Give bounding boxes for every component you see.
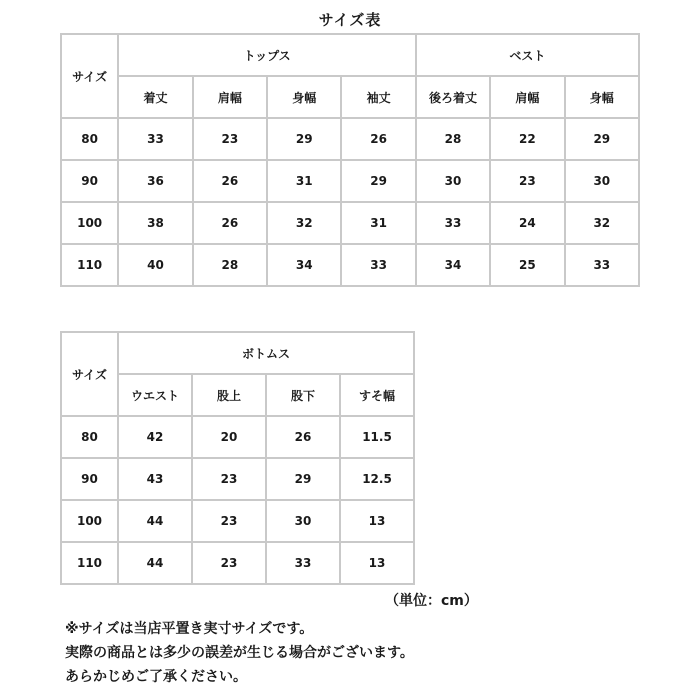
table-cell: 24 <box>490 202 564 244</box>
column-header: 股下 <box>266 374 340 416</box>
column-header: 肩幅 <box>193 76 267 118</box>
table-cell: 33 <box>341 244 415 286</box>
table-cell: 33 <box>118 118 192 160</box>
table-cell: 25 <box>490 244 564 286</box>
table-cell: 29 <box>341 160 415 202</box>
size-cell: 90 <box>61 458 118 500</box>
note-line: あらかじめご了承ください。 <box>65 669 247 685</box>
table-cell: 23 <box>192 542 266 584</box>
column-header: 着丈 <box>118 76 192 118</box>
table-group-header-row <box>61 34 639 76</box>
table-row <box>61 458 414 500</box>
table-row <box>61 542 414 584</box>
group-header-bottoms: ボトムス <box>118 332 414 374</box>
note-line: ※サイズは当店平置き実寸サイズです。 <box>65 621 314 637</box>
tops-vest-size-table <box>60 33 640 287</box>
table-group-header-row <box>61 332 414 374</box>
column-header: ウエスト <box>118 374 192 416</box>
size-cell: 110 <box>61 244 118 286</box>
column-header: 肩幅 <box>490 76 564 118</box>
table-cell: 44 <box>118 542 192 584</box>
table-cell: 22 <box>490 118 564 160</box>
table-column-header-row <box>61 76 639 118</box>
table-cell: 28 <box>193 244 267 286</box>
size-header-cell: サイズ <box>61 332 118 416</box>
table-cell: 20 <box>192 416 266 458</box>
table-cell: 31 <box>341 202 415 244</box>
table-cell: 23 <box>490 160 564 202</box>
table-row <box>61 202 639 244</box>
table-cell: 30 <box>266 500 340 542</box>
size-cell: 90 <box>61 160 118 202</box>
table-cell: 44 <box>118 500 192 542</box>
table-cell: 13 <box>340 500 414 542</box>
size-cell: 100 <box>61 500 118 542</box>
table-cell: 26 <box>266 416 340 458</box>
table-row <box>61 416 414 458</box>
notes <box>65 617 414 689</box>
table-cell: 30 <box>565 160 639 202</box>
table-cell: 43 <box>118 458 192 500</box>
table-row <box>61 160 639 202</box>
table-cell: 13 <box>340 542 414 584</box>
column-header: 股上 <box>192 374 266 416</box>
table-cell: 26 <box>193 202 267 244</box>
column-header: 身幅 <box>565 76 639 118</box>
table-cell: 12.5 <box>340 458 414 500</box>
table-cell: 29 <box>267 118 341 160</box>
table-cell: 32 <box>267 202 341 244</box>
bottoms-size-table <box>60 331 415 585</box>
table-cell: 23 <box>192 500 266 542</box>
table-row <box>61 244 639 286</box>
table-cell: 31 <box>267 160 341 202</box>
table-cell: 23 <box>193 118 267 160</box>
column-header: 後ろ着丈 <box>416 76 490 118</box>
table-cell: 23 <box>192 458 266 500</box>
size-header-cell: サイズ <box>61 34 118 118</box>
size-cell: 80 <box>61 118 118 160</box>
table-cell: 40 <box>118 244 192 286</box>
table-cell: 33 <box>416 202 490 244</box>
group-header-vest: ベスト <box>416 34 639 76</box>
table-cell: 36 <box>118 160 192 202</box>
table-row <box>61 500 414 542</box>
column-header: 身幅 <box>267 76 341 118</box>
table-cell: 32 <box>565 202 639 244</box>
size-cell: 80 <box>61 416 118 458</box>
table-cell: 33 <box>565 244 639 286</box>
table-cell: 11.5 <box>340 416 414 458</box>
table-cell: 34 <box>416 244 490 286</box>
unit-label: （単位：cm） <box>385 593 478 609</box>
table-cell: 26 <box>193 160 267 202</box>
size-cell: 100 <box>61 202 118 244</box>
group-header-tops: トップス <box>118 34 416 76</box>
table-cell: 29 <box>565 118 639 160</box>
table-cell: 28 <box>416 118 490 160</box>
table-cell: 38 <box>118 202 192 244</box>
table-cell: 33 <box>266 542 340 584</box>
table-cell: 42 <box>118 416 192 458</box>
table-cell: 29 <box>266 458 340 500</box>
column-header: すそ幅 <box>340 374 414 416</box>
table-row <box>61 118 639 160</box>
column-header: 袖丈 <box>341 76 415 118</box>
table-cell: 30 <box>416 160 490 202</box>
page-title: サイズ表 <box>318 11 382 29</box>
table-cell: 26 <box>341 118 415 160</box>
note-line: 実際の商品とは多少の誤差が生じる場合がございます。 <box>65 645 414 661</box>
size-cell: 110 <box>61 542 118 584</box>
table-cell: 34 <box>267 244 341 286</box>
